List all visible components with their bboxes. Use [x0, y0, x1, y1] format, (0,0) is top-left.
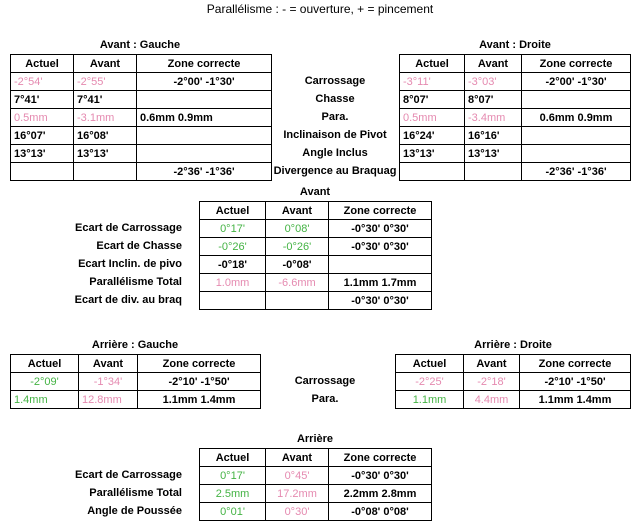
header-actuel: Actuel	[200, 202, 266, 220]
header-avant: Avant	[74, 55, 137, 73]
label-rear-para: Para.	[311, 393, 339, 405]
table-row	[11, 127, 272, 145]
cell-avant: -6.6mm	[266, 274, 329, 292]
table-row	[400, 127, 631, 145]
cell-actuel: 0.5mm	[400, 109, 465, 127]
cell-zone: -2°00' -1°30'	[137, 73, 272, 91]
cell-zone: -2°10' -1°50'	[520, 373, 631, 391]
front-axle-table	[199, 201, 432, 310]
rear-right-title: Arrière : Droite	[474, 339, 552, 351]
header-actuel: Actuel	[11, 55, 74, 73]
cell-actuel: 8°07'	[400, 91, 465, 109]
cell-zone: -2°00' -1°30'	[522, 73, 631, 91]
cell-actuel	[11, 163, 74, 181]
header-zone: Zone correcte	[329, 449, 432, 467]
cell-avant: 16°16'	[465, 127, 522, 145]
header-avant: Avant	[79, 355, 138, 373]
header-zone: Zone correcte	[329, 202, 432, 220]
rear-left-table	[10, 354, 261, 409]
label-parallelisme-total: Parallélisme Total	[89, 276, 182, 288]
cell-actuel: 2.5mm	[200, 485, 266, 503]
cell-avant: 12.8mm	[79, 391, 138, 409]
cell-actuel: -2°25'	[396, 373, 464, 391]
label-ecart-div-braq: Ecart de div. au braq	[74, 294, 182, 306]
table-row	[11, 163, 272, 181]
cell-zone	[522, 127, 631, 145]
cell-avant: -3.1mm	[74, 109, 137, 127]
table-row	[11, 109, 272, 127]
cell-avant: -0°26'	[266, 238, 329, 256]
cell-actuel: 16°07'	[11, 127, 74, 145]
rear-right-table	[395, 354, 631, 409]
cell-zone	[137, 91, 272, 109]
cell-avant: 13°13'	[465, 145, 522, 163]
rear-left-title: Arrière : Gauche	[91, 339, 179, 351]
cell-avant: 4.4mm	[464, 391, 520, 409]
label-angle-inclus: Angle Inclus	[302, 147, 368, 159]
cell-zone	[329, 256, 432, 274]
cell-zone: 0.6mm 0.9mm	[522, 109, 631, 127]
cell-actuel: 0.5mm	[11, 109, 74, 127]
table-row	[200, 485, 432, 503]
cell-actuel	[200, 292, 266, 310]
label-rear-parallelisme-total: Parallélisme Total	[89, 487, 182, 499]
cell-actuel: -3°11'	[400, 73, 465, 91]
table-row	[11, 145, 272, 163]
rear-axle-table	[199, 448, 432, 521]
cell-zone: 1.1mm 1.4mm	[520, 391, 631, 409]
table-header-row	[396, 355, 631, 373]
cell-avant: 13°13'	[74, 145, 137, 163]
cell-avant: 8°07'	[465, 91, 522, 109]
cell-avant	[266, 292, 329, 310]
cell-zone: -0°30' 0°30'	[329, 292, 432, 310]
table-row	[200, 220, 432, 238]
label-ecart-carrossage: Ecart de Carrossage	[75, 222, 182, 234]
cell-zone: -0°30' 0°30'	[329, 220, 432, 238]
header-actuel: Actuel	[400, 55, 465, 73]
table-row	[200, 274, 432, 292]
front-right-table	[399, 54, 631, 181]
cell-zone: -0°08' 0°08'	[329, 503, 432, 521]
table-row	[11, 73, 272, 91]
page-title: Parallélisme : - = ouverture, + = pincement	[206, 2, 434, 16]
header-avant: Avant	[465, 55, 522, 73]
header-zone: Zone correcte	[520, 355, 631, 373]
table-row	[11, 373, 261, 391]
cell-zone	[137, 127, 272, 145]
cell-actuel: -0°18'	[200, 256, 266, 274]
table-row	[200, 292, 432, 310]
cell-avant: -3.4mm	[465, 109, 522, 127]
table-row	[400, 145, 631, 163]
cell-avant: -2°18'	[464, 373, 520, 391]
cell-zone: 2.2mm 2.8mm	[329, 485, 432, 503]
cell-zone	[522, 91, 631, 109]
cell-zone: 1.1mm 1.7mm	[329, 274, 432, 292]
cell-avant: -3°03'	[465, 73, 522, 91]
table-header-row	[400, 55, 631, 73]
cell-zone: -2°36' -1°36'	[137, 163, 272, 181]
cell-actuel: 7°41'	[11, 91, 74, 109]
header-actuel: Actuel	[200, 449, 266, 467]
table-header-row	[200, 449, 432, 467]
cell-actuel: -2°54'	[11, 73, 74, 91]
table-row	[200, 256, 432, 274]
cell-zone: -0°30' 0°30'	[329, 467, 432, 485]
table-row	[400, 91, 631, 109]
label-chasse: Chasse	[315, 93, 355, 105]
table-row	[200, 238, 432, 256]
table-row	[396, 391, 631, 409]
cell-actuel: 1.4mm	[11, 391, 79, 409]
header-avant: Avant	[464, 355, 520, 373]
header-actuel: Actuel	[396, 355, 464, 373]
front-axle-title: Avant	[299, 186, 331, 198]
cell-avant: 0°08'	[266, 220, 329, 238]
table-row	[200, 467, 432, 485]
table-row	[200, 503, 432, 521]
front-left-table	[10, 54, 272, 181]
cell-actuel: 0°17'	[200, 220, 266, 238]
front-left-title: Avant : Gauche	[99, 39, 181, 51]
table-row	[396, 373, 631, 391]
table-row	[11, 391, 261, 409]
label-divergence-braquage: Divergence au Braquag	[273, 165, 397, 177]
label-carrossage: Carrossage	[304, 75, 366, 87]
cell-avant: -0°08'	[266, 256, 329, 274]
cell-actuel	[400, 163, 465, 181]
label-rear-ecart-carrossage: Ecart de Carrossage	[75, 469, 182, 481]
cell-avant	[74, 163, 137, 181]
cell-actuel: 16°24'	[400, 127, 465, 145]
label-ecart-chasse: Ecart de Chasse	[96, 240, 182, 252]
header-actuel: Actuel	[11, 355, 79, 373]
cell-zone: -0°30' 0°30'	[329, 238, 432, 256]
label-rear-carrossage: Carrossage	[294, 375, 356, 387]
label-angle-poussee: Angle de Poussée	[87, 505, 182, 517]
cell-avant: 17.2mm	[266, 485, 329, 503]
rear-axle-title: Arrière	[296, 433, 334, 445]
table-row	[400, 73, 631, 91]
cell-actuel: 0°17'	[200, 467, 266, 485]
cell-zone: -2°36' -1°36'	[522, 163, 631, 181]
table-row	[11, 91, 272, 109]
cell-zone: -2°10' -1°50'	[138, 373, 261, 391]
label-para: Para.	[321, 111, 349, 123]
cell-avant	[465, 163, 522, 181]
cell-actuel: 13°13'	[11, 145, 74, 163]
cell-actuel: 13°13'	[400, 145, 465, 163]
cell-avant: 0°30'	[266, 503, 329, 521]
front-right-title: Avant : Droite	[479, 39, 551, 51]
cell-zone	[522, 145, 631, 163]
cell-avant: 7°41'	[74, 91, 137, 109]
table-header-row	[200, 202, 432, 220]
cell-avant: -1°34'	[79, 373, 138, 391]
table-row	[400, 109, 631, 127]
cell-zone: 0.6mm 0.9mm	[137, 109, 272, 127]
label-inclinaison-pivot: Inclinaison de Pivot	[283, 129, 387, 141]
header-zone: Zone correcte	[137, 55, 272, 73]
cell-avant: 16°08'	[74, 127, 137, 145]
table-header-row	[11, 355, 261, 373]
label-ecart-inclin-pivo: Ecart Inclin. de pivo	[78, 258, 182, 270]
cell-zone	[137, 145, 272, 163]
cell-actuel: 1.0mm	[200, 274, 266, 292]
cell-actuel: -0°26'	[200, 238, 266, 256]
cell-actuel: -2°09'	[11, 373, 79, 391]
header-zone: Zone correcte	[522, 55, 631, 73]
cell-avant: 0°45'	[266, 467, 329, 485]
header-zone: Zone correcte	[138, 355, 261, 373]
cell-avant: -2°55'	[74, 73, 137, 91]
table-header-row	[11, 55, 272, 73]
cell-zone: 1.1mm 1.4mm	[138, 391, 261, 409]
header-avant: Avant	[266, 449, 329, 467]
cell-actuel: 1.1mm	[396, 391, 464, 409]
cell-actuel: 0°01'	[200, 503, 266, 521]
table-row	[400, 163, 631, 181]
header-avant: Avant	[266, 202, 329, 220]
